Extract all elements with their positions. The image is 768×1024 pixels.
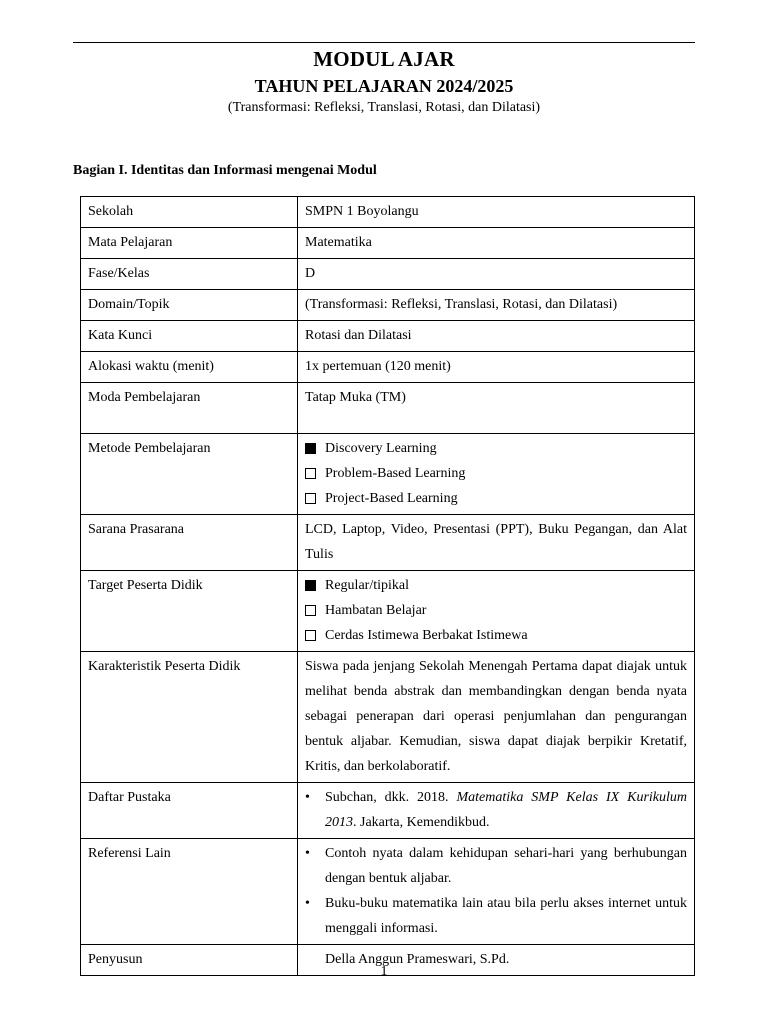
row-label: Fase/Kelas — [81, 259, 298, 290]
table-row — [81, 783, 695, 839]
option-label: Hambatan Belajar — [325, 603, 427, 618]
option-hambatan — [305, 598, 687, 623]
row-label: Daftar Pustaka — [81, 783, 298, 839]
module-title: MODUL AJAR — [313, 47, 455, 71]
row-label: Penyusun — [81, 945, 298, 976]
module-subtitle: (Transformasi: Refleksi, Translasi, Rotasi, dan Dilatasi) — [227, 100, 541, 115]
list-item — [305, 891, 687, 941]
option-discovery — [305, 436, 687, 461]
unchecked-box-icon — [305, 493, 316, 504]
academic-year: TAHUN PELAJARAN 2024/2025 — [254, 76, 514, 96]
row-value: Tatap Muka (TM) — [298, 383, 695, 434]
option-label: Project-Based Learning — [325, 491, 458, 506]
reference-list — [298, 839, 695, 945]
row-label: Mata Pelajaran — [81, 228, 298, 259]
row-value: LCD, Laptop, Video, Presentasi (PPT), Buku Pegangan, dan Alat Tulis — [298, 515, 695, 571]
bibliography-list — [298, 783, 695, 839]
unchecked-box-icon — [305, 605, 316, 616]
option-regular — [305, 573, 687, 598]
bullet-icon: • — [305, 846, 310, 861]
row-label: Moda Pembelajaran — [81, 383, 298, 434]
option-problem-based — [305, 461, 687, 486]
row-label: Referensi Lain — [81, 839, 298, 945]
option-cerdas-istimewa — [305, 623, 687, 648]
option-label: Regular/tipikal — [325, 578, 409, 593]
option-project-based — [305, 486, 687, 511]
row-label: Metode Pembelajaran — [81, 434, 298, 515]
table-row — [81, 839, 695, 945]
row-label: Alokasi waktu (menit) — [81, 352, 298, 383]
bibliography-entry: Subchan, dkk. 2018. Matematika SMP Kelas IX Kurikulum 2013. Jakarta, Kemendikbud. — [325, 790, 687, 830]
option-label: Problem-Based Learning — [325, 466, 466, 481]
table-row — [81, 290, 695, 321]
section-heading: Bagian I. Identitas dan Informasi mengenai Modul — [73, 163, 377, 178]
unchecked-box-icon — [305, 468, 316, 479]
bullet-icon: • — [305, 790, 310, 805]
target-options — [298, 571, 695, 652]
row-label: Target Peserta Didik — [81, 571, 298, 652]
identity-table — [80, 196, 695, 976]
row-label: Kata Kunci — [81, 321, 298, 352]
checked-box-icon — [305, 443, 316, 454]
top-rule — [73, 42, 695, 43]
table-row — [81, 652, 695, 783]
table-row — [81, 515, 695, 571]
option-label: Cerdas Istimewa Berbakat Istimewa — [325, 628, 528, 643]
row-value: (Transformasi: Refleksi, Translasi, Rotasi, dan Dilatasi) — [298, 290, 695, 321]
unchecked-box-icon — [305, 630, 316, 641]
row-value: Rotasi dan Dilatasi — [298, 321, 695, 352]
book-title: Matematika SMP Kelas IX Kurikulum 2013 — [325, 790, 687, 830]
option-label: Discovery Learning — [325, 441, 437, 456]
list-item — [305, 841, 687, 891]
page-number: 1 — [380, 964, 388, 979]
row-value: Della Anggun Prameswari, S.Pd. — [298, 945, 695, 976]
reference-entry: Buku-buku matematika lain atau bila perlu akses internet untuk menggali informasi. — [325, 896, 687, 936]
table-row — [81, 383, 695, 434]
table-row — [81, 434, 695, 515]
row-label: Karakteristik Peserta Didik — [81, 652, 298, 783]
row-value: Matematika — [298, 228, 695, 259]
bullet-icon: • — [305, 896, 310, 911]
row-label: Sekolah — [81, 197, 298, 228]
row-label: Sarana Prasarana — [81, 515, 298, 571]
row-value: D — [298, 259, 695, 290]
table-row — [81, 352, 695, 383]
row-label: Domain/Topik — [81, 290, 298, 321]
method-options — [298, 434, 695, 515]
table-row — [81, 197, 695, 228]
row-value: SMPN 1 Boyolangu — [298, 197, 695, 228]
table-row — [81, 321, 695, 352]
table-row — [81, 228, 695, 259]
table-row — [81, 571, 695, 652]
row-value: 1x pertemuan (120 menit) — [298, 352, 695, 383]
list-item — [305, 785, 687, 835]
checked-box-icon — [305, 580, 316, 591]
row-value: Siswa pada jenjang Sekolah Menengah Pertama dapat diajak untuk melihat benda abstrak dan membandingkan dengan benda nyata sebagai penerapan dari operasi penjumlahan dan pengurangan bentuk aljabar. Kemudian, siswa dapat diajak berpikir Kretatif, Kritis, dan berkolaboratif. — [298, 652, 695, 783]
table-row — [81, 259, 695, 290]
reference-entry: Contoh nyata dalam kehidupan sehari-hari yang berhubungan dengan bentuk aljabar. — [325, 846, 687, 886]
